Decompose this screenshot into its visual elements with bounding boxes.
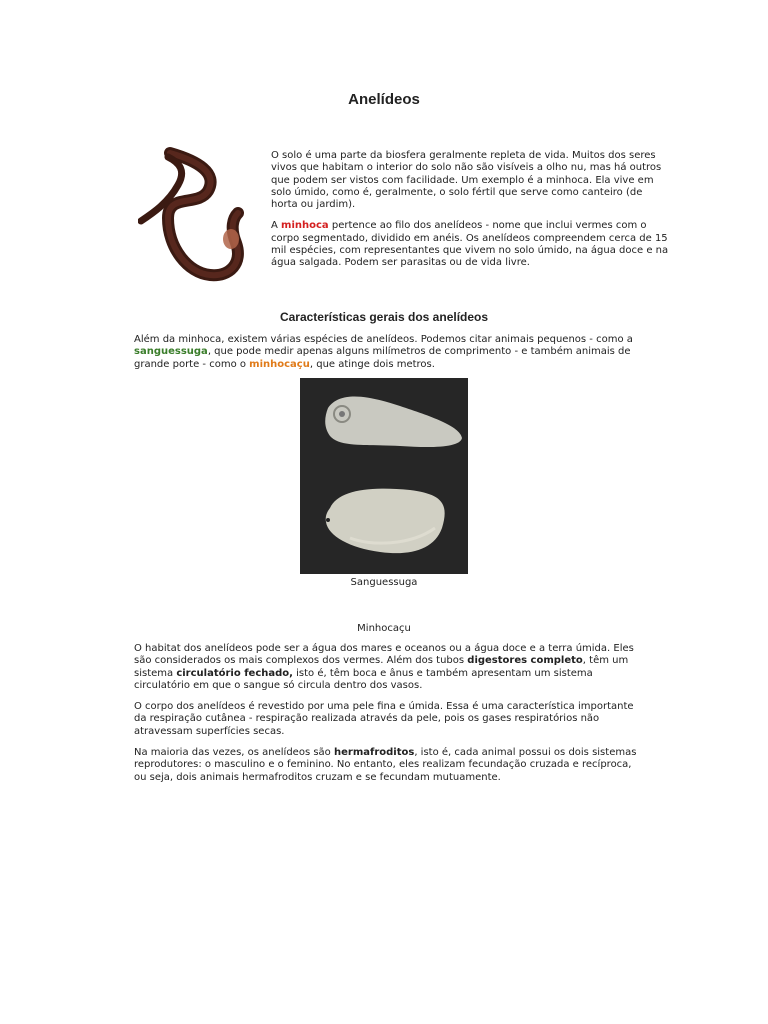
bold-term: hermafroditos [333, 747, 415, 759]
minhoca-highlight: minhoca [281, 220, 329, 232]
text-span: A [271, 220, 282, 232]
bold-term: digestores completo [467, 655, 583, 667]
bold-term: circulatório fechado, [176, 667, 293, 679]
reproduction-paragraph [134, 747, 639, 784]
text-span: Além da minhoca, existem várias espécies de anelídeos. Podemos citar animais pequenos - como a [134, 334, 633, 345]
intro-paragraph-2 [271, 220, 671, 269]
text-span: , que atinge dois metros. [309, 358, 435, 370]
page-title: Anelídeos [348, 91, 420, 108]
text-span: , têm um sistema [134, 655, 629, 679]
minhocacu-highlight: minhocaçu [249, 358, 310, 370]
section-2-text [134, 643, 639, 793]
text-span: pertence ao filo dos anelídeos - nome que inclui vermes com o corpo segmentado, dividido em anéis. Os anelídeos compreendem cerca de 15 mil espécies, com representantes que vivem no solo úmido, na água doce e na água salgada. Podem ser parasitas ou de vida livre. [271, 220, 669, 269]
text-span: , que pode medir apenas alguns milímetros de comprimento - e também animais de grande porte - como o [134, 346, 631, 370]
leech-caption: Sanguessuga [350, 577, 418, 588]
leech-image [300, 378, 468, 574]
minhocacu-caption: Minhocaçu [357, 623, 411, 634]
section-1-text [134, 334, 639, 380]
intro-paragraph-1: O solo é uma parte da biosfera geralmente repleta de vida. Muitos dos seres vivos que habitam o interior do solo não são visíveis a olho nu, mas há outros que podem ser vistos com facilidade. Um exemplo é a minhoca. Ela vive em solo úmido, como é, geralmente, o solo fértil que serve como canteiro (de horta ou jardim). [271, 150, 662, 211]
earthworm-image [138, 143, 260, 283]
skin-paragraph: O corpo dos anelídeos é revestido por uma pele fina e úmida. Essa é uma característica importante da respiração cutânea - respiração realizada através da pele, pois os gases respiratórios não atravessam superfícies secas. [134, 701, 634, 737]
intro-text [271, 150, 671, 279]
text-span: isto é, têm boca e ânus e também apresentam um sistema circulatório em que o sangue só circula dentro dos vasos. [134, 667, 593, 691]
habitat-paragraph [134, 643, 639, 692]
text-span: Na maioria das vezes, os anelídeos são [134, 747, 334, 759]
sanguessuga-highlight: sanguessuga [134, 346, 208, 358]
text-span: , isto é, cada animal possui os dois sistemas reprodutores: o masculino e o feminino. No entanto, eles realizam fecundação cruzada e recíproca, ou seja, dois animais hermafroditos cruzam e se fecundam mutuamente. [134, 747, 637, 783]
section-heading: Características gerais dos anelídeos [279, 310, 489, 324]
text-span: O habitat dos anelídeos pode ser a água dos mares e oceanos ou a água doce e a terra úmida. Eles são considerados os mais complexos dos vermes. Além dos tubos [134, 643, 634, 667]
section-1-paragraph [134, 334, 639, 371]
